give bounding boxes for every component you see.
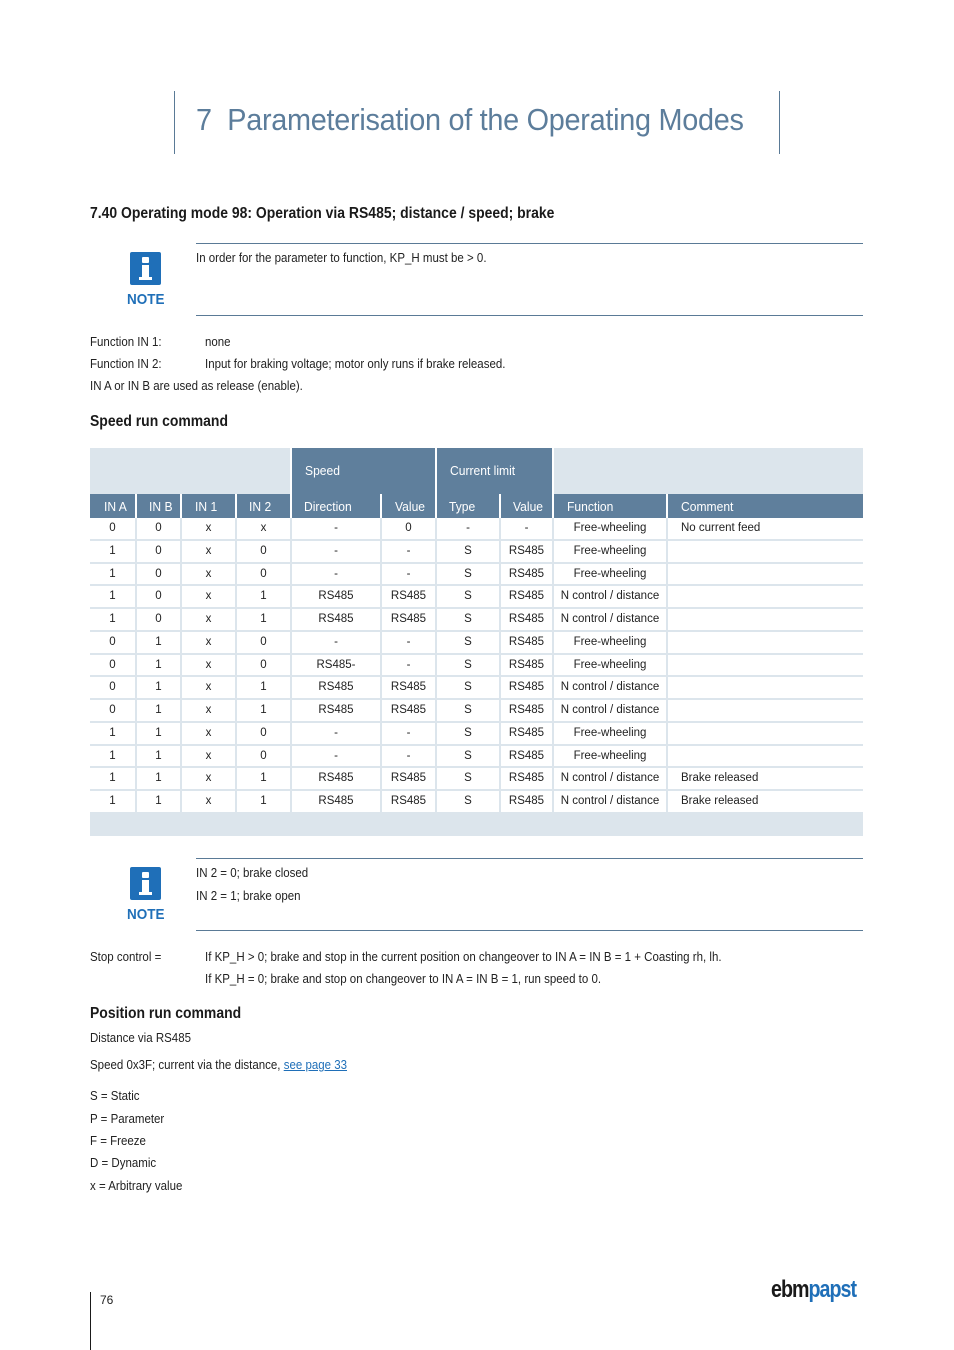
- table-cell: 1: [109, 613, 116, 625]
- table-cell: S: [464, 772, 472, 785]
- distance-text: Distance via RS485: [90, 1031, 191, 1045]
- table-cell: -: [334, 749, 338, 762]
- note2-line-1: IN 2 = 0; brake closed: [196, 866, 309, 880]
- table-cell: RS485-: [316, 658, 356, 671]
- table-cell: Brake released: [681, 772, 759, 785]
- stop-control-line-2: If KP_H = 0; brake and stop on changeover to IN A = IN B = 1, run speed to 0.: [205, 972, 602, 986]
- table-cell: RS485: [390, 772, 427, 785]
- table-cell: Free-wheeling: [573, 749, 647, 762]
- see-page-link[interactable]: see page 33: [283, 1058, 348, 1072]
- note1-label: NOTE: [127, 291, 165, 308]
- table-cell: RS485: [508, 635, 545, 648]
- table-cell: x: [205, 635, 212, 648]
- table-cell: 1: [109, 795, 116, 807]
- header-divider: [135, 494, 137, 518]
- table-cell: x: [205, 567, 212, 580]
- table-cell: 1: [155, 704, 162, 716]
- note1-top-rule: [196, 243, 863, 244]
- table-cell: 1: [109, 567, 116, 580]
- table-cell: S: [464, 658, 472, 671]
- legend-arbitrary: x = Arbitrary value: [90, 1179, 183, 1193]
- column-divider: [435, 518, 437, 814]
- legend-freeze: F = Freeze: [90, 1134, 146, 1148]
- table-cell: S: [464, 726, 472, 739]
- header-divider: [235, 494, 237, 518]
- table-cell: RS485: [318, 704, 354, 716]
- column-divider: [235, 518, 237, 814]
- table-cell: 0: [155, 544, 162, 557]
- col-header-type: Type: [449, 499, 476, 514]
- table-cell: 0: [109, 522, 116, 534]
- function-in2-label: Function IN 2:: [90, 357, 162, 371]
- table-cell: N control / distance: [560, 590, 660, 603]
- note2-top-rule: [196, 858, 863, 859]
- table-cell: x: [205, 613, 212, 625]
- header-blank-right: [554, 448, 863, 494]
- table-cell: 1: [155, 658, 162, 671]
- table-cell: RS485: [390, 613, 427, 625]
- table-cell: [681, 723, 876, 744]
- col-header-in-1: IN 1: [195, 499, 218, 514]
- table-cell: Free-wheeling: [573, 658, 647, 671]
- column-divider: [499, 518, 501, 814]
- table-cell: RS485: [390, 704, 427, 716]
- table-cell: RS485: [390, 795, 427, 807]
- table-cell: 0: [109, 681, 116, 694]
- header-group-current-limit: [437, 448, 552, 494]
- table-cell: 0: [109, 635, 116, 648]
- col-header-in-b: IN B: [149, 499, 173, 514]
- table-cell: RS485: [508, 613, 545, 625]
- column-divider: [552, 518, 554, 814]
- table-cell: x: [205, 795, 212, 807]
- table-cell: 0: [155, 522, 162, 534]
- table-cell: [681, 700, 876, 721]
- table-cell: -: [466, 522, 470, 534]
- table-cell: -: [334, 726, 338, 739]
- speed-text-line: [90, 1058, 347, 1072]
- table-cell: S: [464, 704, 472, 716]
- table-cell: Brake released: [681, 795, 759, 807]
- table-cell: -: [334, 544, 338, 557]
- title-left-bar: [174, 91, 175, 154]
- title-right-bar: [779, 91, 780, 154]
- speed-run-heading: Speed run command: [90, 413, 228, 430]
- table-cell: 1: [260, 795, 267, 807]
- table-cell: Free-wheeling: [573, 567, 647, 580]
- table-cell: [681, 746, 876, 767]
- column-divider: [135, 518, 137, 814]
- table-cell: 0: [260, 544, 267, 557]
- table-cell: -: [406, 658, 411, 671]
- table-cell: Free-wheeling: [573, 544, 647, 557]
- header-divider: [552, 494, 554, 518]
- stop-control-label: Stop control =: [90, 950, 162, 964]
- header-speed-label: Speed: [305, 463, 340, 478]
- table-cell: x: [205, 522, 212, 534]
- table-cell: -: [334, 635, 338, 648]
- table-cell: 1: [155, 772, 162, 785]
- table-cell: 0: [109, 658, 116, 671]
- chapter-title: [196, 102, 744, 138]
- header-divider: [180, 494, 182, 518]
- legend-static: S = Static: [90, 1089, 140, 1103]
- table-cell: x: [205, 749, 212, 762]
- ebmpapst-logo: [771, 1276, 856, 1304]
- chapter-number: 7: [196, 102, 212, 137]
- table-cell: 0: [260, 567, 267, 580]
- table-cell: RS485: [508, 795, 545, 807]
- table-cell: N control / distance: [560, 613, 660, 625]
- table-cell: [681, 655, 876, 676]
- table-cell: -: [406, 726, 411, 739]
- table-cell: -: [406, 567, 411, 580]
- table-cell: N control / distance: [560, 681, 660, 694]
- table-cell: 1: [155, 635, 162, 648]
- note1-text: In order for the parameter to function, KP_H must be > 0.: [196, 251, 487, 265]
- table-cell: N control / distance: [560, 795, 660, 807]
- table-cell: -: [406, 749, 411, 762]
- table-cell: 1: [260, 772, 267, 785]
- table-cell: RS485: [318, 772, 354, 785]
- table-cell: -: [334, 567, 338, 580]
- table-cell: [681, 609, 876, 630]
- table-cell: 0: [260, 658, 267, 671]
- position-run-heading: Position run command: [90, 1005, 242, 1022]
- table-cell: RS485: [318, 613, 354, 625]
- table-cell: [681, 541, 876, 562]
- header-group-speed: [292, 448, 435, 494]
- header-blank-left: [90, 448, 290, 494]
- table-cell: x: [260, 522, 267, 534]
- table-cell: S: [464, 795, 472, 807]
- table-cell: RS485: [508, 726, 545, 739]
- legend-dynamic: D = Dynamic: [90, 1156, 157, 1170]
- table-cell: N control / distance: [560, 704, 660, 716]
- table-cell: RS485: [318, 795, 354, 807]
- header-divider: [499, 494, 501, 518]
- table-cell: 1: [260, 613, 267, 625]
- table-cell: -: [524, 522, 529, 534]
- header-divider: [435, 494, 437, 518]
- col-header-comment: Comment: [681, 499, 734, 514]
- table-cell: RS485: [508, 567, 545, 580]
- table-cell: 1: [155, 681, 162, 694]
- table-cell: RS485: [508, 749, 545, 762]
- table-cell: x: [205, 681, 212, 694]
- table-cell: x: [205, 658, 212, 671]
- col-header-direction: Direction: [304, 499, 352, 514]
- table-cell: S: [464, 681, 472, 694]
- table-cell: RS485: [318, 590, 354, 603]
- table-cell: [681, 564, 876, 585]
- function-in2-value: Input for braking voltage; motor only runs if brake released.: [205, 357, 506, 371]
- table-cell: 1: [109, 749, 116, 762]
- table-cell: RS485: [390, 681, 427, 694]
- column-divider: [180, 518, 182, 814]
- table-cell: N control / distance: [560, 772, 660, 785]
- header-divider: [666, 494, 668, 518]
- section-heading: 7.40 Operating mode 98: Operation via RS485; distance / speed; brake: [90, 205, 555, 222]
- table-cell: 1: [260, 681, 267, 694]
- note2-label: NOTE: [127, 906, 165, 923]
- stop-control-line-1: If KP_H > 0; brake and stop in the current position on changeover to IN A = IN B = 1 + Coasting rh, lh.: [205, 950, 722, 964]
- table-cell: RS485: [390, 590, 427, 603]
- page-number-bar: [90, 1292, 91, 1350]
- table-cell: x: [205, 590, 212, 603]
- table-cell: 0: [155, 590, 162, 603]
- table-cell: 0: [155, 567, 162, 580]
- header-current-limit-label: Current limit: [450, 463, 516, 478]
- note1-bottom-rule: [196, 315, 863, 316]
- table-cell: 0: [260, 635, 267, 648]
- table-cell: x: [205, 726, 212, 739]
- table-cell: 1: [109, 726, 116, 739]
- table-cell: S: [464, 567, 472, 580]
- info-icon: [130, 867, 161, 900]
- table-cell: S: [464, 613, 472, 625]
- col-header-current-value: Value: [513, 499, 544, 514]
- table-cell: Free-wheeling: [573, 726, 647, 739]
- table-cell: 0: [155, 613, 162, 625]
- col-header-in-2: IN 2: [249, 499, 272, 514]
- table-cell: S: [464, 590, 472, 603]
- column-header-row: [90, 494, 863, 518]
- page-number: 76: [100, 1293, 114, 1307]
- speed-text: Speed 0x3F; current via the distance,: [90, 1058, 281, 1072]
- table-cell: 1: [109, 544, 116, 557]
- table-cell: 0: [260, 749, 267, 762]
- legend-parameter: P = Parameter: [90, 1112, 165, 1126]
- table-cell: 0: [109, 704, 116, 716]
- table-cell: Free-wheeling: [573, 635, 647, 648]
- table-cell: 0: [260, 726, 267, 739]
- info-icon: [130, 252, 161, 285]
- table-cell: RS485: [508, 681, 545, 694]
- chapter-title-text: Parameterisation of the Operating Modes: [227, 102, 744, 137]
- table-cell: 1: [155, 795, 162, 807]
- table-cell: x: [205, 772, 212, 785]
- column-divider: [380, 518, 382, 814]
- table-cell: S: [464, 544, 472, 557]
- column-divider: [290, 518, 292, 814]
- logo-papst: papst: [808, 1276, 857, 1303]
- table-cell: [681, 632, 876, 653]
- table-cell: S: [464, 749, 472, 762]
- col-header-function: Function: [567, 499, 614, 514]
- table-cell: [681, 677, 876, 698]
- table-cell: RS485: [508, 590, 545, 603]
- table-cell: Free-wheeling: [573, 522, 647, 534]
- table-cell: 1: [260, 704, 267, 716]
- table-cell: 1: [109, 590, 116, 603]
- table-cell: RS485: [318, 681, 354, 694]
- table-cell: [681, 586, 876, 607]
- table-cell: x: [205, 544, 212, 557]
- header-divider: [290, 494, 292, 518]
- table-footer-band: [90, 814, 863, 836]
- table-cell: 0: [405, 522, 412, 534]
- table-cell: x: [205, 704, 212, 716]
- table-cell: -: [334, 522, 338, 534]
- col-header-speed-value: Value: [395, 499, 426, 514]
- note2-bottom-rule: [196, 930, 863, 931]
- table-cell: 1: [155, 726, 162, 739]
- logo-ebm: ebm: [771, 1276, 809, 1303]
- function-in1-label: Function IN 1:: [90, 335, 162, 349]
- table-cell: 1: [260, 590, 267, 603]
- table-cell: RS485: [508, 544, 545, 557]
- column-divider: [666, 518, 668, 814]
- table-cell: S: [464, 635, 472, 648]
- table-cell: -: [406, 544, 411, 557]
- table-cell: RS485: [508, 772, 545, 785]
- note2-line-2: IN 2 = 1; brake open: [196, 889, 301, 903]
- header-divider: [380, 494, 382, 518]
- table-cell: No current feed: [681, 522, 761, 534]
- release-text: IN A or IN B are used as release (enable).: [90, 379, 303, 393]
- table-cell: -: [406, 635, 411, 648]
- table-cell: RS485: [508, 658, 545, 671]
- table-cell: RS485: [508, 704, 545, 716]
- function-in1-value: none: [205, 335, 231, 349]
- table-cell: 1: [109, 772, 116, 785]
- table-cell: 1: [155, 749, 162, 762]
- col-header-in-a: IN A: [104, 499, 127, 514]
